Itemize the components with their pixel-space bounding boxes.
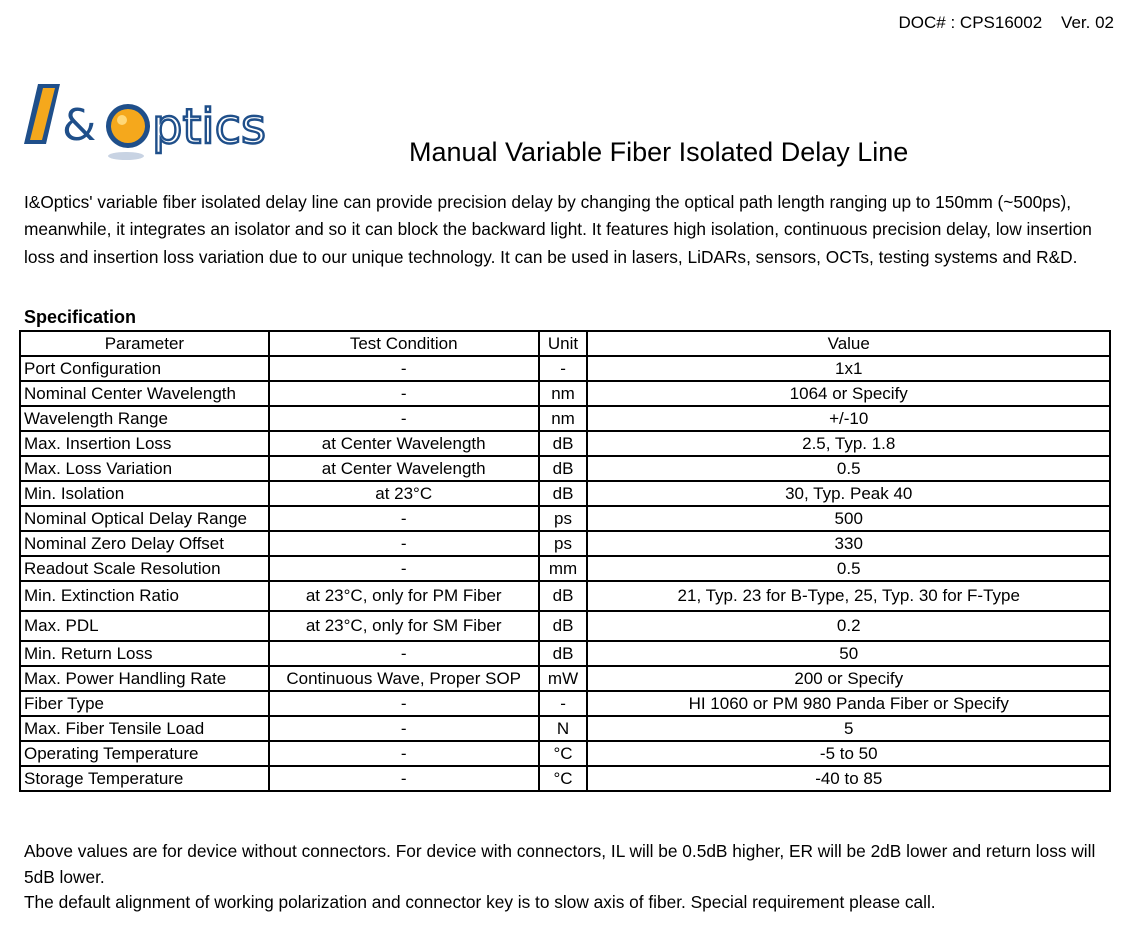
cell-test-condition: -	[269, 641, 539, 666]
cell-value: 1x1	[587, 356, 1110, 381]
table-row	[20, 431, 1110, 456]
column-header-test-condition: Test Condition	[269, 331, 539, 356]
cell-unit: N	[539, 716, 588, 741]
cell-unit: dB	[539, 581, 588, 611]
cell-test-condition: -	[269, 506, 539, 531]
specification-heading: Specification	[24, 307, 137, 327]
cell-unit: nm	[539, 406, 588, 431]
table-row	[20, 716, 1110, 741]
cell-test-condition: -	[269, 716, 539, 741]
cell-parameter: Min. Extinction Ratio	[20, 581, 269, 611]
cell-unit: mm	[539, 556, 588, 581]
cell-parameter: Max. Insertion Loss	[20, 431, 269, 456]
cell-parameter: Storage Temperature	[20, 766, 269, 791]
cell-value: 50	[587, 641, 1110, 666]
cell-value: HI 1060 or PM 980 Panda Fiber or Specify	[587, 691, 1110, 716]
footnotes	[24, 839, 1114, 916]
cell-parameter: Max. Power Handling Rate	[20, 666, 269, 691]
cell-test-condition: -	[269, 381, 539, 406]
cell-test-condition: at 23°C, only for SM Fiber	[269, 611, 539, 641]
cell-test-condition: -	[269, 741, 539, 766]
cell-parameter: Min. Isolation	[20, 481, 269, 506]
cell-unit: -	[539, 356, 588, 381]
cell-value: 200 or Specify	[587, 666, 1110, 691]
logo-lens-highlight	[117, 115, 127, 125]
cell-parameter: Nominal Zero Delay Offset	[20, 531, 269, 556]
table-row	[20, 766, 1110, 791]
logo-lens-shadow	[108, 152, 144, 160]
page-title: Manual Variable Fiber Isolated Delay Line	[409, 137, 909, 167]
cell-unit: ps	[539, 531, 588, 556]
cell-value: 5	[587, 716, 1110, 741]
cell-test-condition: -	[269, 556, 539, 581]
cell-value: 0.2	[587, 611, 1110, 641]
cell-unit: ps	[539, 506, 588, 531]
cell-parameter: Min. Return Loss	[20, 641, 269, 666]
table-header-row	[20, 331, 1110, 356]
table-row	[20, 741, 1110, 766]
table-row	[20, 481, 1110, 506]
table-row	[20, 406, 1110, 431]
cell-value: 500	[587, 506, 1110, 531]
company-logo	[22, 80, 292, 168]
cell-value: 330	[587, 531, 1110, 556]
cell-unit: °C	[539, 741, 588, 766]
specification-table	[19, 330, 1111, 792]
cell-unit: °C	[539, 766, 588, 791]
cell-value: 0.5	[587, 556, 1110, 581]
table-row	[20, 456, 1110, 481]
cell-test-condition: -	[269, 356, 539, 381]
table-row	[20, 611, 1110, 641]
column-header-unit: Unit	[539, 331, 588, 356]
cell-test-condition: at Center Wavelength	[269, 456, 539, 481]
table-row	[20, 666, 1110, 691]
cell-parameter: Fiber Type	[20, 691, 269, 716]
cell-value: 2.5, Typ. 1.8	[587, 431, 1110, 456]
logo-lens-core	[111, 109, 145, 143]
table-row	[20, 356, 1110, 381]
column-header-value: Value	[587, 331, 1110, 356]
cell-test-condition: -	[269, 406, 539, 431]
cell-unit: dB	[539, 431, 588, 456]
cell-value: -40 to 85	[587, 766, 1110, 791]
cell-unit: dB	[539, 481, 588, 506]
cell-test-condition: Continuous Wave, Proper SOP	[269, 666, 539, 691]
cell-parameter: Nominal Optical Delay Range	[20, 506, 269, 531]
company-logo-graphic	[22, 80, 292, 168]
table-row	[20, 641, 1110, 666]
cell-test-condition: -	[269, 531, 539, 556]
cell-unit: -	[539, 691, 588, 716]
logo-wordmark-ptics: ptics	[152, 99, 267, 155]
cell-unit: dB	[539, 611, 588, 641]
table-row	[20, 691, 1110, 716]
cell-parameter: Nominal Center Wavelength	[20, 381, 269, 406]
doc-number: DOC# : CPS16002 Ver. 02	[898, 13, 1114, 32]
table-row	[20, 581, 1110, 611]
cell-unit: nm	[539, 381, 588, 406]
table-row	[20, 381, 1110, 406]
cell-value: -5 to 50	[587, 741, 1110, 766]
cell-unit: dB	[539, 456, 588, 481]
cell-test-condition: at Center Wavelength	[269, 431, 539, 456]
cell-unit: dB	[539, 641, 588, 666]
column-header-parameter: Parameter	[20, 331, 269, 356]
cell-parameter: Wavelength Range	[20, 406, 269, 431]
logo-ampersand: &	[62, 100, 97, 151]
cell-parameter: Max. PDL	[20, 611, 269, 641]
footnote-connectors: Above values are for device without connectors. For device with connectors, IL will be 0.5dB higher, ER will be 2dB lower and return loss will 5dB lower.	[24, 841, 1096, 887]
cell-unit: mW	[539, 666, 588, 691]
cell-value: 1064 or Specify	[587, 381, 1110, 406]
cell-test-condition: -	[269, 691, 539, 716]
intro-paragraph: I&Optics' variable fiber isolated delay line can provide precision delay by changing the optical path length ranging up to 150mm (~500ps), meanwhile, it integrates an isolator and so it can block the backward light. It features high isolation, continuous precision delay, low insertion loss and insertion loss variation due to our unique technology. It can be used in lasers, LiDARs, sensors, OCTs, testing systems and R&D.	[24, 192, 1092, 267]
cell-value: 30, Typ. Peak 40	[587, 481, 1110, 506]
cell-value: +/-10	[587, 406, 1110, 431]
cell-parameter: Max. Fiber Tensile Load	[20, 716, 269, 741]
cell-parameter: Readout Scale Resolution	[20, 556, 269, 581]
cell-value: 21, Typ. 23 for B-Type, 25, Typ. 30 for F-Type	[587, 581, 1110, 611]
cell-parameter: Port Configuration	[20, 356, 269, 381]
cell-parameter: Operating Temperature	[20, 741, 269, 766]
footnote-polarization: The default alignment of working polarization and connector key is to slow axis of fiber. Special requirement please call.	[24, 892, 936, 912]
cell-test-condition: at 23°C	[269, 481, 539, 506]
cell-value: 0.5	[587, 456, 1110, 481]
table-row	[20, 556, 1110, 581]
cell-parameter: Max. Loss Variation	[20, 456, 269, 481]
table-row	[20, 531, 1110, 556]
cell-test-condition: at 23°C, only for PM Fiber	[269, 581, 539, 611]
cell-test-condition: -	[269, 766, 539, 791]
table-row	[20, 506, 1110, 531]
